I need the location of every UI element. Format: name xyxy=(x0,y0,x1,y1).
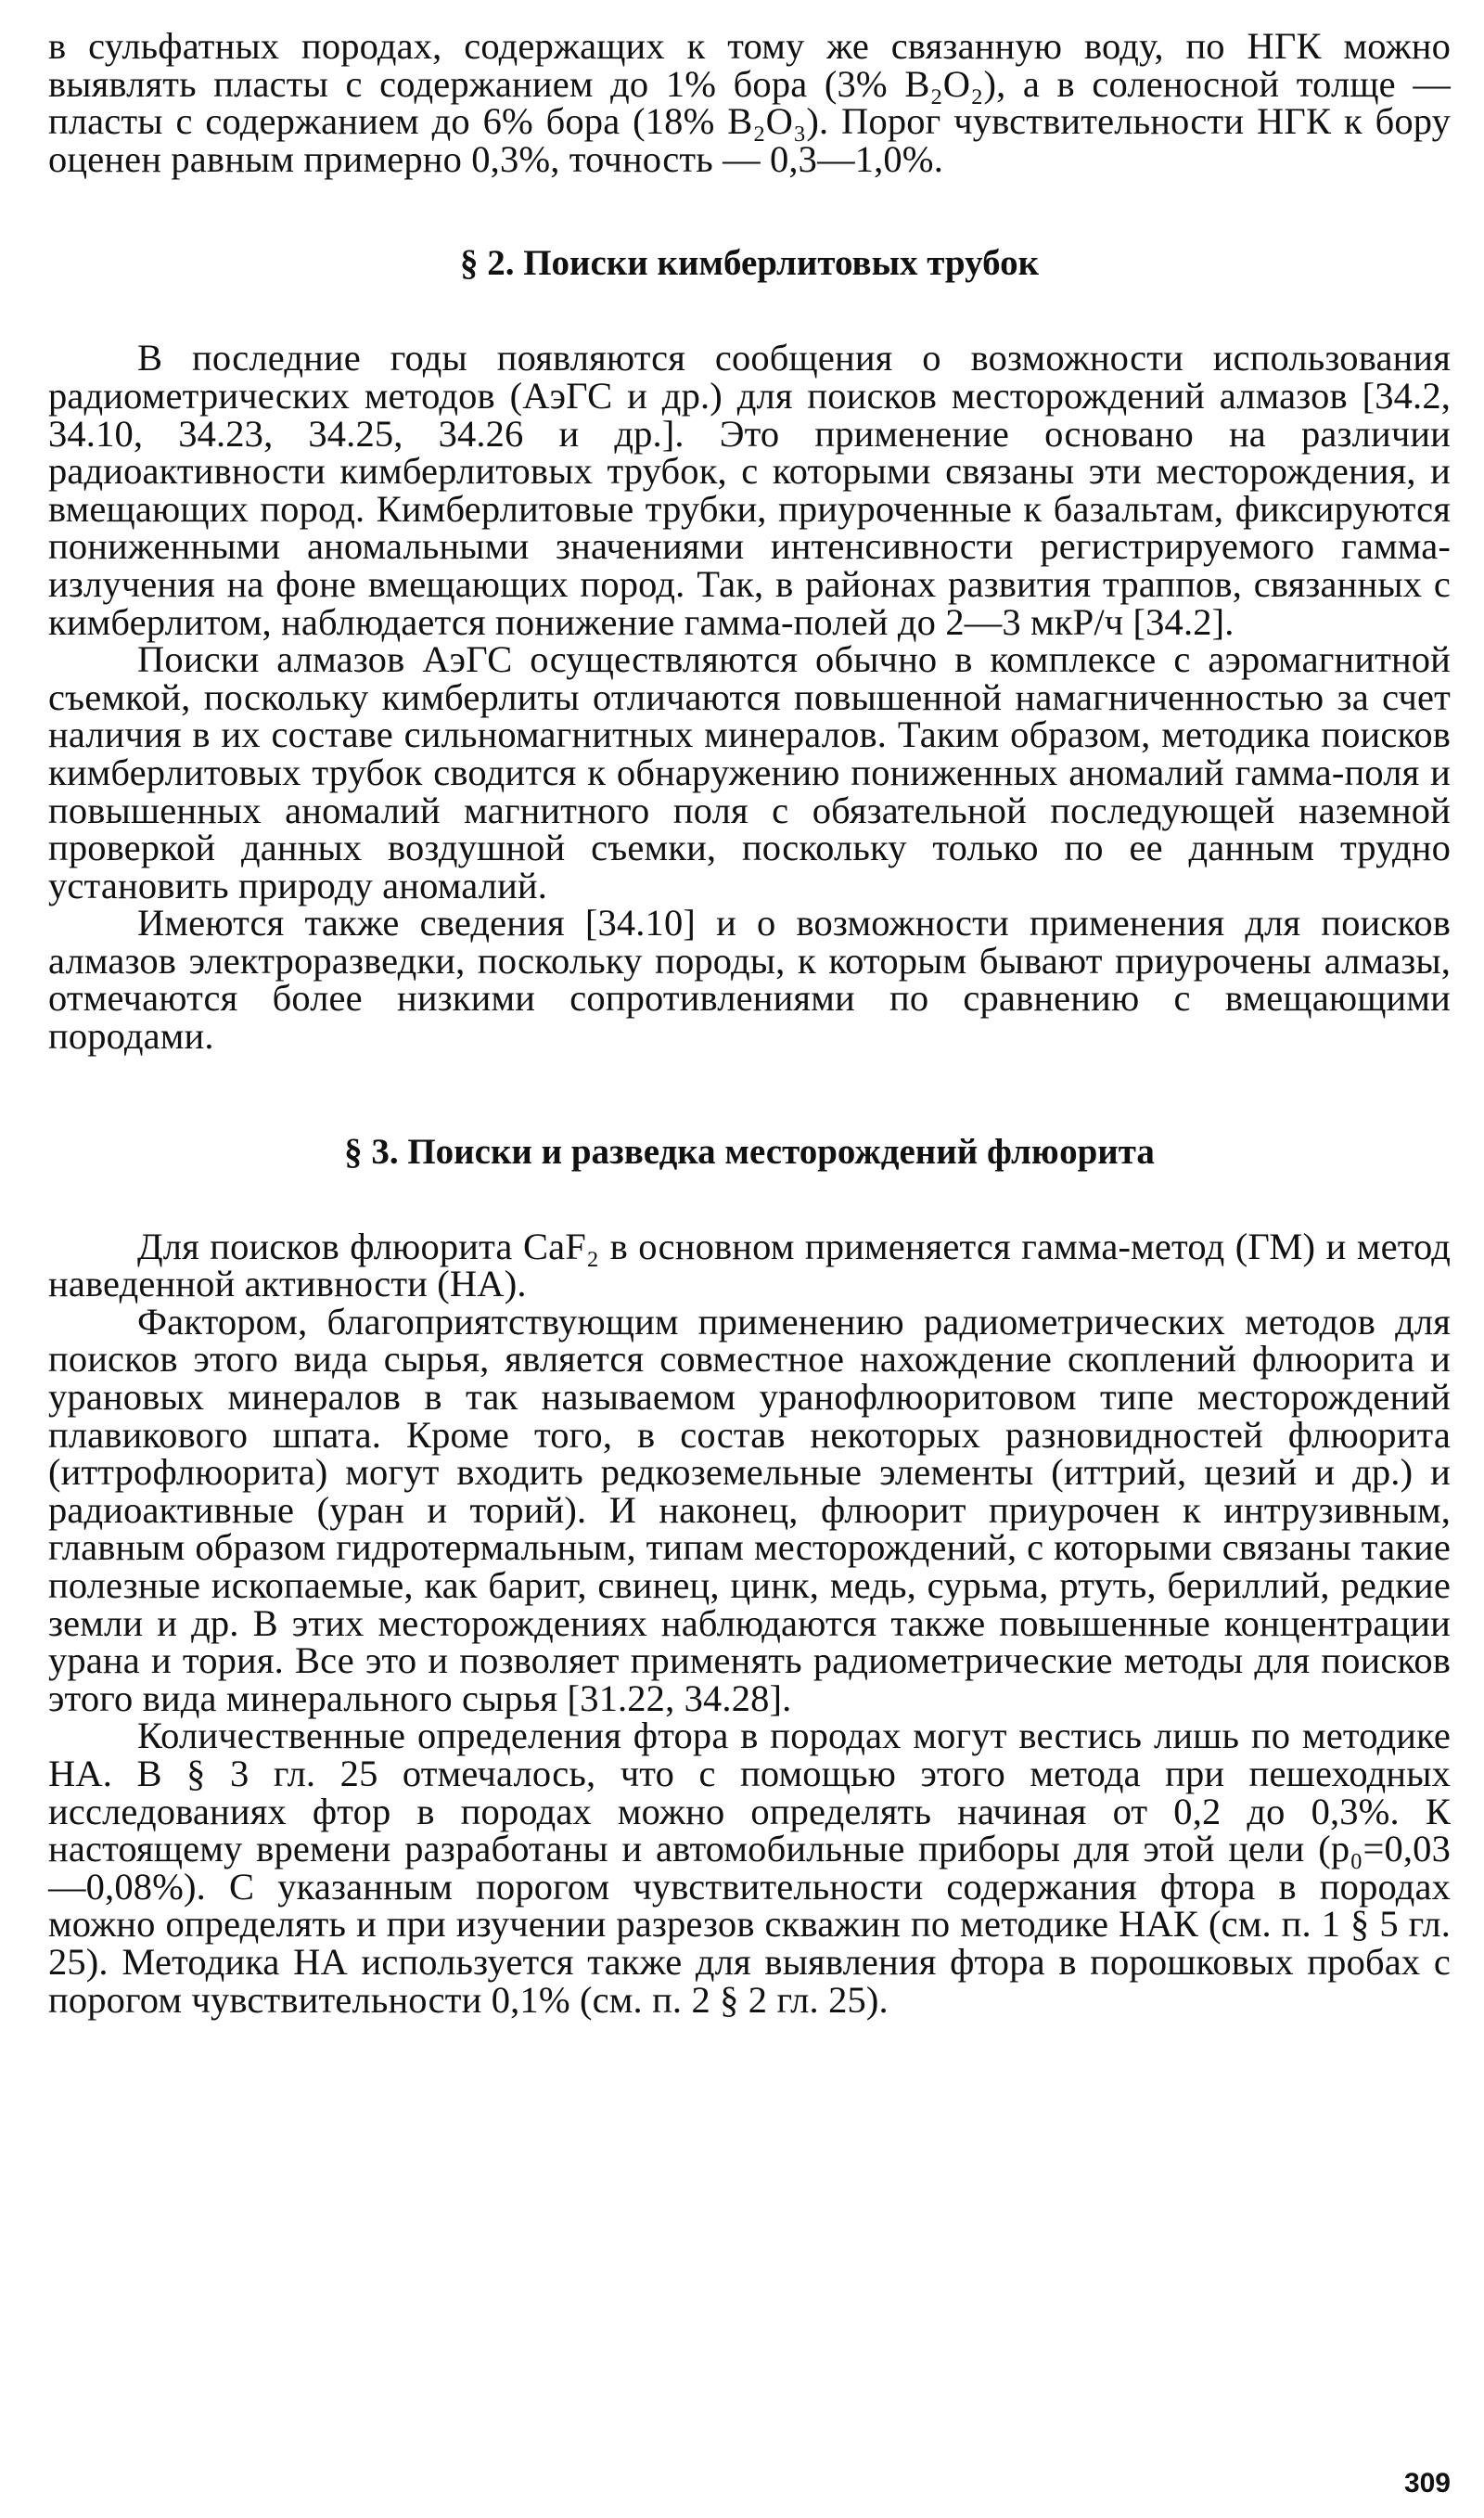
section-2-paragraph-2: Поиски алмазов АэГС осуществляются обычно в комплексе с аэромагнитной съемкой, поскольку кимберлиты отличаются повышенной намагниченностью за счет наличия в их составе сильномагнитных минералов. Таким образом, методика поисков кимберлитовых трубок сводится к обнаружению пониженных аномалий гамма-поля и повышенных аномалий магнитного поля с обязательной последующей наземной проверкой данных воздушной съемки, поскольку только по ее данным трудно установить природу аномалий. xyxy=(48,638,1451,906)
document-page xyxy=(48,25,1451,2021)
page-number: 309 xyxy=(1403,2468,1451,2499)
section-3-paragraph-2: Фактором, благоприятствующим применению радиометрических методов для поисков этого вида сырья, является совместное нахождение скоплений флюорита и урановых минералов в так называемом уранофлюоритовом типе месторождений плавикового шпата. Кроме того, в состав некоторых разновидностей флюорита (иттрофлюорита) могут входить редкоземельные элементы (иттрий, цезий и др.) и радиоактивные (уран и торий). И наконец, флюорит приурочен к интрузивным, главным образом гидротермальным, типам месторождений, с которыми связаны такие полезные ископаемые, как барит, свинец, цинк, медь, сурьма, ртуть, бериллий, редкие земли и др. В этих месторождениях наблюдаются также повышенные концентрации урана и тория. Все это и позволяет применять радиометрические методы для поисков этого вида минерального сырья [31.22, 34.28]. xyxy=(48,1300,1451,1719)
section-2-paragraph-1: В последние годы появляются сообщения о возможности использования радиометрических методов (АэГС и др.) для поисков месторождений алмазов [34.2, 34.10, 34.23, 34.25, 34.26 и др.]. Это применение основано на различии радиоактивности кимберлитовых трубок, с которыми связаны эти месторождения, и вмещающих пород. Кимберлитовые трубки, приуроченные к базальтам, фиксируются пониженными аномальными значениями интенсивности регистрируемого гамма-излучения на фоне вмещающих пород. Так, в районах развития траппов, связанных с кимберлитом, наблюдается понижение гамма-полей до 2—3 мкР/ч [34.2]. xyxy=(48,337,1451,643)
section-2-paragraph-3: Имеются также сведения [34.10] и о возможности применения для поисков алмазов электроразведки, поскольку породы, к которым бывают приурочены алмазы, отмечаются более низкими сопротивлениями по сравнению с вмещающими породами. xyxy=(48,902,1451,1058)
intro-paragraph: в сульфатных породах, содержащих к тому же связанную воду, по НГК можно выявлять пласты с содержанием до 1% бора (3% B₂O₂), а в соленосной толще — пласты с содержанием до 6% бора (18% B₂O₃). Порог чувствительности НГК к бору оценен равным примерно 0,3%, точность — 0,3—1,0%. xyxy=(48,25,1451,180)
section-3-paragraph-3: Количественные определения фтора в породах могут вестись лишь по методике НА. В § 3 гл. 25 отмечалось, что с помощью этого метода при пешеходных исследованиях фтор в породах можно определять начиная от 0,2 до 0,3%. К настоящему времени разработаны и автомобильные приборы для этой цели (p₀=0,03—0,08%). С указанным порогом чувствительности содержания фтора в породах можно определять и при изучении разрезов скважин по методике НАК (см. п. 1 § 5 гл. 25). Методика НА используется также для выявления фтора в порошковых пробах с порогом чувствительности 0,1% (см. п. 2 § 2 гл. 25). xyxy=(48,1715,1451,2021)
section-3-heading: § 3. Поиски и разведка месторождений флюорита xyxy=(344,1131,1155,1172)
section-3-paragraph-1: Для поисков флюорита CaF₂ в основном применяется гамма-метод (ГМ) и метод наведенной активности (НА). xyxy=(48,1225,1451,1305)
section-2-heading: § 2. Поиски кимберлитовых трубок xyxy=(459,243,1040,284)
